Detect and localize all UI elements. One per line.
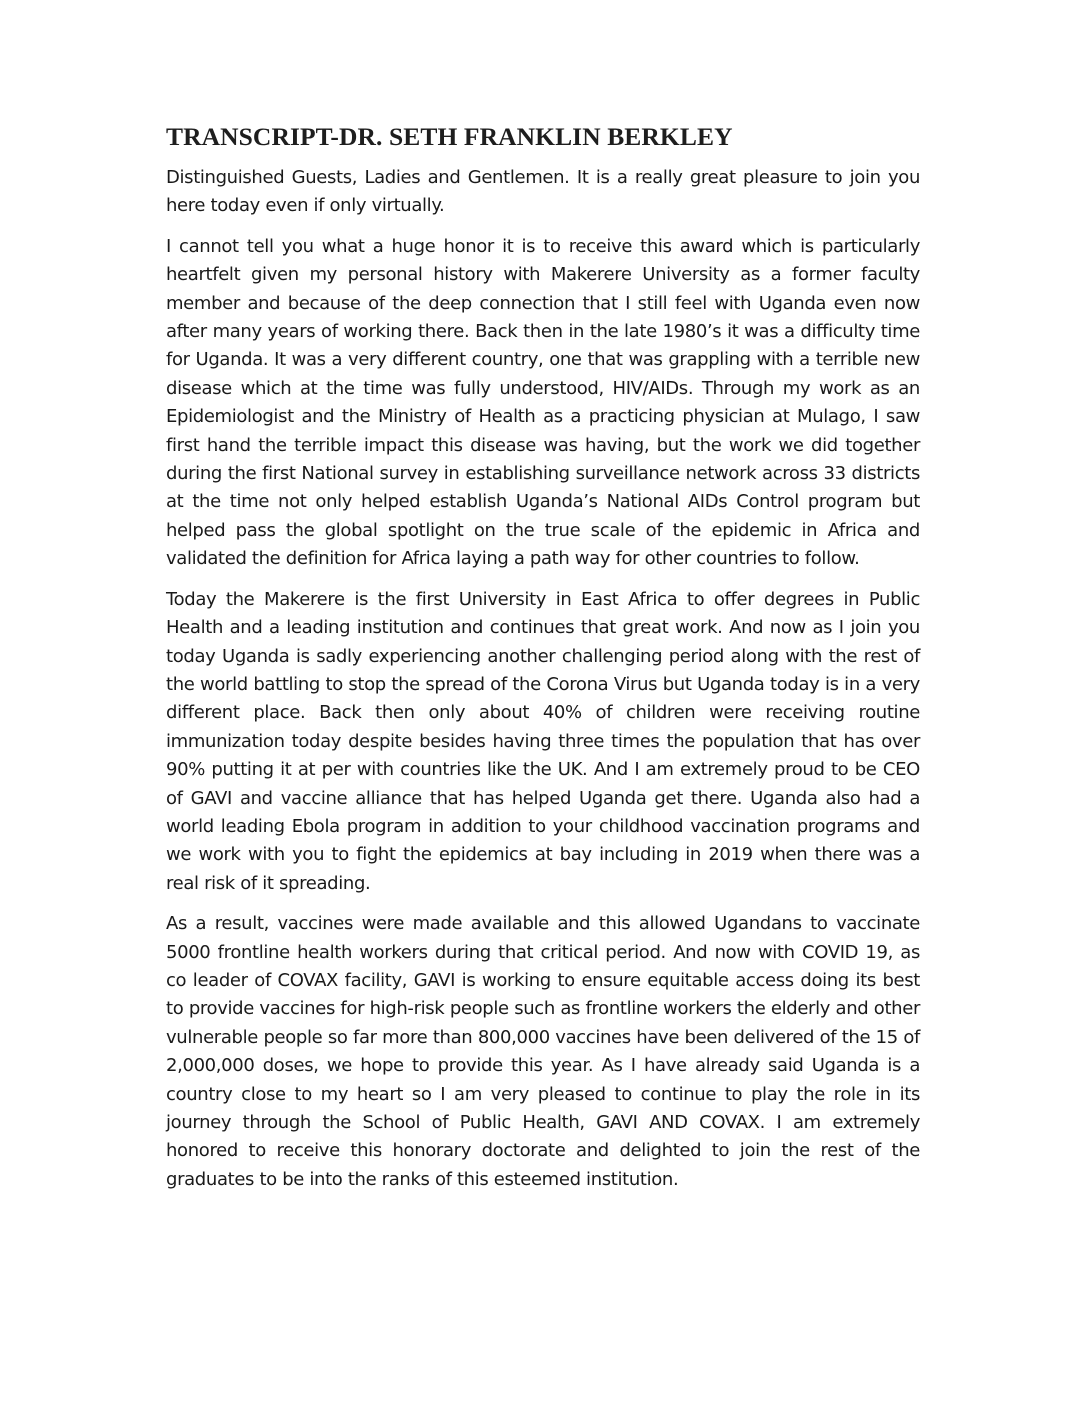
paragraph-greeting: Distinguished Guests, Ladies and Gentlemen. It is a really great pleasure to join you here today even if only virtually. [166,167,920,217]
document-title: TRANSCRIPT-DR. SETH FRANKLIN BERKLEY [166,122,733,151]
document-body [166,120,920,1206]
paragraph-today: Today the Makerere is the first University in East Africa to offer degrees in Public Health and a leading institution and continues that great work. And now as I join you today Uganda is sadly experiencing another challenging period along with the rest of the world battling to stop the spread of the Corona Virus but Uganda today is in a very different place. Back then only about 40% of children were receiving routine immunization today despite besides having three times the population that has over 90% putting it at per with countries like the UK. And I am extremely proud to be CEO of GAVI and vaccine alliance that has helped Uganda get there. Uganda also had a world leading Ebola program in addition to your childhood vaccination programs and we work with you to fight the epidemics at bay including in 2019 when there was a real risk of it spreading. [166,588,920,894]
paragraph-results: As a result, vaccines were made available and this allowed Ugandans to vaccinate 5000 frontline health workers during that critical period. And now with COVID 19, as co leader of COVAX facility, GAVI is working to ensure equitable access doing its best to provide vaccines for high-risk people such as frontline workers the elderly and other vulnerable people so far more than 800,000 vaccines have been delivered of the 15 of 2,000,000 doses, we hope to provide this year. As I have already said Uganda is a country close to my heart so I am very pleased to continue to play the role in its journey through the School of Public Health, GAVI AND COVAX. I am extremely honored to receive this honorary doctorate and delighted to join the rest of the graduates to be into the ranks of this esteemed institution. [166,913,920,1190]
paragraph-history: I cannot tell you what a huge honor it is to receive this award which is particularly heartfelt given my personal history with Makerere University as a former faculty member and because of the deep connection that I still feel with Uganda even now after many years of working there. Back then in the late 1980’s it was a difficulty time for Uganda. It was a very different country, one that was grappling with a terrible new disease which at the time was fully understood, HIV/AIDs. Through my work as an Epidemiologist and the Ministry of Health as a practicing physician at Mulago, I saw first hand the terrible impact this disease was having, but the work we did together during the first National survey in establishing surveillance network across 33 districts at the time not only helped establish Uganda’s National AIDs Control program but helped pass the global spotlight on the true scale of the epidemic in Africa and validated the definition for Africa laying a path way for other countries to follow. [166,235,920,570]
